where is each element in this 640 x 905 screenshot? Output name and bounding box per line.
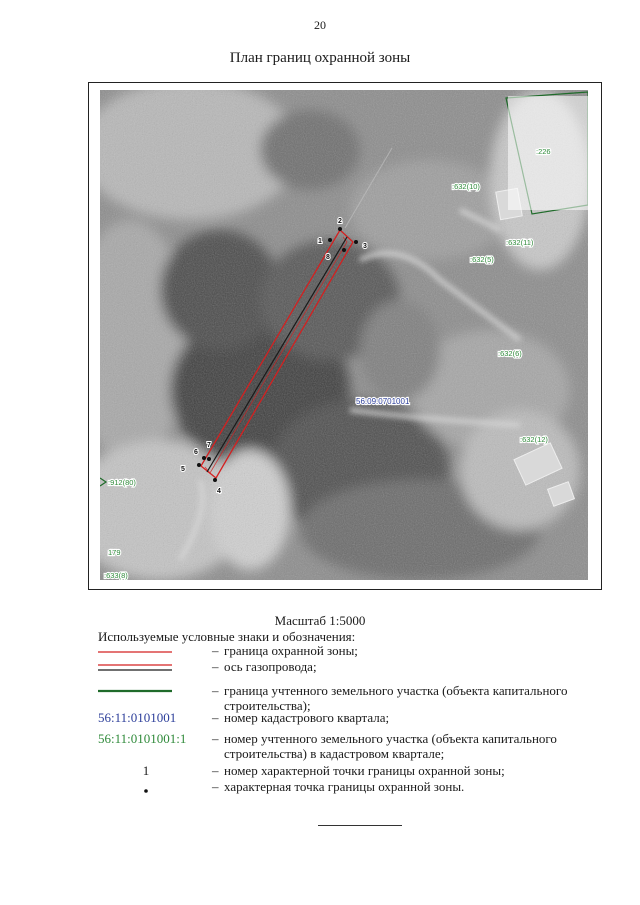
legend-line-red-black [98, 659, 204, 677]
legend-dash: – [212, 683, 219, 698]
legend-text-zone-boundary [212, 643, 584, 658]
point-3 [354, 240, 358, 244]
legend-desc-quarter-number: номер кадастрового квартала; [224, 710, 390, 725]
legend-heading: Используемые условные знаки и обозначения: [98, 629, 356, 644]
legend-symbol-point-number: 1 [142, 763, 150, 778]
legend-text-parcel-boundary [212, 683, 584, 713]
point-label-8: 8 [326, 254, 330, 261]
legend-desc-parcel-number: номер учтенного земельного участка (объекта капитального строительства) в кадастровом квартале; [224, 731, 557, 761]
point-label-5: 5 [181, 466, 185, 473]
legend-symbol-quarter-number: 56:11:0101001 [98, 710, 177, 725]
legend-text-pipeline-axis [212, 659, 584, 674]
legend-text-quarter-number [212, 710, 584, 725]
point-7 [207, 457, 211, 461]
legend-symbol-pipeline-axis [98, 659, 204, 677]
parcel-label-632-5: :632(5) [470, 255, 494, 264]
parcel-label-632-10: :632(10) [452, 182, 480, 191]
point-label-7: 7 [207, 442, 211, 449]
parcel-label-632-12: :632(12) [520, 435, 548, 444]
point-8 [342, 248, 346, 252]
parcel-label-632-6: :632(6) [498, 349, 522, 358]
point-5 [197, 463, 201, 467]
legend-dash: – [212, 659, 219, 674]
legend-dash: – [212, 710, 219, 725]
point-4 [213, 478, 217, 482]
parcel-label-912-80: :912(80) [108, 478, 136, 487]
legend-desc-zone-boundary: граница охранной зоны; [224, 643, 358, 658]
legend-symbol-parcel-boundary [98, 683, 204, 701]
parcel-label-179: 179 [108, 548, 121, 557]
point-label-6: 6 [194, 449, 198, 456]
legend-text-point-number [212, 763, 584, 778]
legend-dash: – [212, 731, 219, 746]
parcel-label-226: :226 [536, 147, 551, 156]
legend-desc-pipeline-axis: ось газопровода; [224, 659, 317, 674]
point-1 [328, 238, 332, 242]
aerial-map[interactable] [100, 90, 588, 580]
legend-desc-point-number: номер характерной точки границы охранной зоны; [224, 763, 505, 778]
map-scale: Масштаб 1:5000 [274, 613, 366, 628]
legend-line-green [98, 683, 204, 701]
point-2 [338, 227, 342, 231]
map-title: План границ охранной зоны [229, 50, 411, 66]
legend-desc-parcel-boundary: граница учтенного земельного участка (объекта капитального строительства); [224, 683, 568, 713]
point-label-4: 4 [217, 488, 221, 495]
legend-text-characteristic-point [212, 779, 584, 794]
legend-dot [98, 779, 204, 797]
legend-dash: – [212, 643, 219, 658]
point-label-1: 1 [318, 238, 322, 245]
legend-desc-characteristic-point: характерная точка границы охранной зоны. [224, 779, 465, 794]
point-6 [202, 456, 206, 460]
legend-dash: – [212, 763, 219, 778]
legend-dash: – [212, 779, 219, 794]
legend-symbol-characteristic-point [98, 779, 204, 797]
parcel-label-633-8: :633(8) [104, 571, 128, 580]
point-label-2: 2 [338, 218, 342, 225]
point-label-3: 3 [363, 243, 367, 250]
legend-text-parcel-number [212, 731, 584, 761]
parcel-label-632-11: :632(11) [506, 238, 534, 247]
legend-symbol-parcel-number: 56:11:0101001:1 [98, 731, 187, 746]
cadastral-quarter-label: 56:09:0701001 [356, 397, 410, 406]
map-canvas [100, 90, 588, 580]
page-number: 20 [314, 18, 326, 32]
bottom-rule [318, 825, 402, 826]
